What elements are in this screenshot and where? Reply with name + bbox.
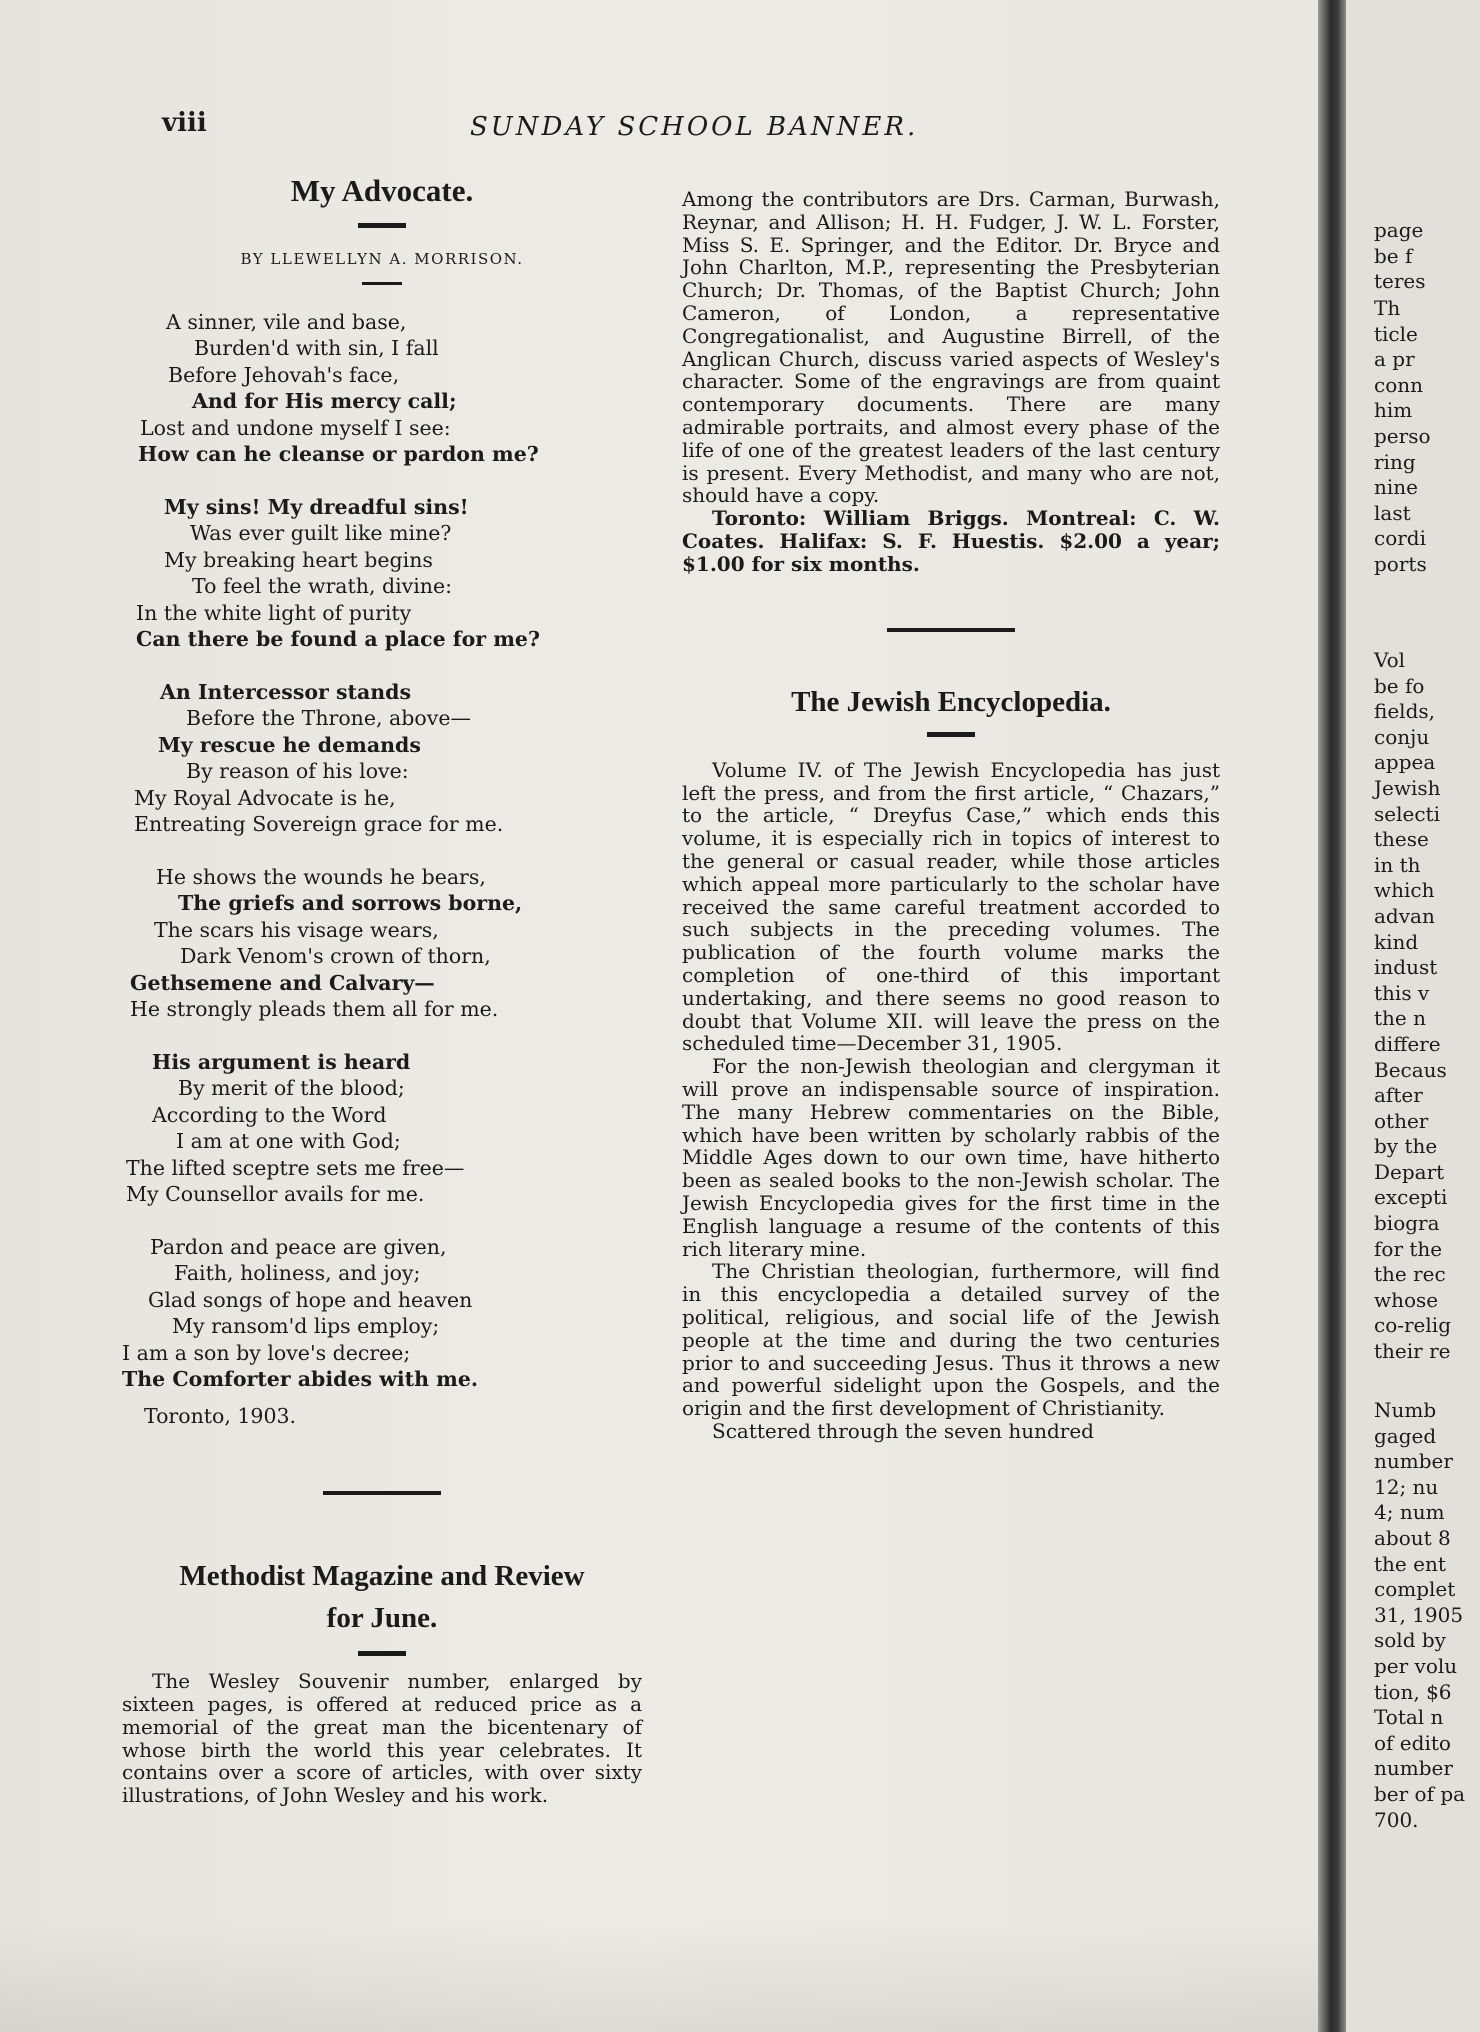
poem-line: Can there be found a place for me?: [136, 627, 540, 652]
poem-line: My ransom'd lips employ;: [172, 1314, 440, 1339]
poem-line: According to the Word: [152, 1102, 387, 1127]
page-number: viii: [162, 108, 207, 138]
facing-page-line: for the: [1374, 1236, 1443, 1261]
poem-line: Faith, holiness, and joy;: [174, 1261, 421, 1286]
facing-page-line: him: [1374, 398, 1413, 423]
facing-page-line: be f: [1374, 243, 1413, 268]
poem-line: My Counsellor avails for me.: [126, 1182, 425, 1207]
facing-page-line: 12; nu: [1374, 1474, 1439, 1499]
methodist-title: [122, 1555, 642, 1639]
facing-page-line: ber of pa: [1374, 1781, 1466, 1806]
poem-line: An Intercessor stands: [160, 679, 412, 704]
poem-line: I am at one with God;: [176, 1129, 401, 1154]
poem-line: My sins! My dreadful sins!: [164, 494, 469, 519]
facing-page-line: about 8: [1374, 1525, 1451, 1550]
section-divider: [323, 1491, 441, 1495]
facing-page-fragment: [1346, 648, 1451, 1365]
poem-line: Lost and undone myself I see:: [140, 415, 451, 440]
jewish-paragraph: Volume IV. of The Jewish Encyclopedia has just left the press, and from the first article, “ Chazars,” to the article, “ Dreyfus Case,” which ends this volume, it is especially rich in topics of interest to the general or casual reader, while those articles which appeal more particularly to the scholar have received the same careful treatment accorded to such subjects in the preceding volumes. The publication of the fourth volume marks the completion of one-third of this important undertaking, and there seems no good reason to doubt that Volume XII. will leave the press on the scheduled time—December 31, 1905.: [682, 757, 1220, 1056]
facing-page-line: complet: [1374, 1577, 1456, 1602]
jewish-paragraph: The Christian theologian, furthermore, will find in this encyclopedia a detailed survey of the political, religious, and social life of the Jewish people at the time and during the two centuries prior to and succeeding Jesus. Thus it throws a new and powerful sidelight upon the Gospels, and the origin and the first development of Christianity.: [682, 1259, 1220, 1421]
poem-line: By merit of the blood;: [178, 1076, 405, 1101]
facing-page-line: biogra: [1374, 1211, 1440, 1236]
facing-page-line: nine: [1374, 475, 1418, 500]
facing-page-line: page: [1374, 218, 1424, 242]
right-column: [682, 188, 1220, 1443]
facing-page-line: last: [1374, 500, 1411, 525]
facing-page-line: selecti: [1374, 801, 1440, 826]
facing-page-line: the ent: [1374, 1551, 1446, 1576]
methodist-title-line: Methodist Magazine and Review: [179, 1560, 585, 1593]
jewish-title: The Jewish Encyclopedia.: [791, 685, 1111, 718]
page-bottom-shadow: [0, 1920, 1318, 2032]
facing-page-line: 31, 1905: [1374, 1602, 1464, 1627]
facing-page-line: co-relig: [1374, 1313, 1451, 1338]
facing-page-line: advan: [1374, 903, 1435, 928]
facing-page-line: a pr: [1374, 347, 1415, 372]
facing-page-line: Jewish: [1374, 775, 1441, 800]
jewish-paragraph: Scattered through the seven hundred: [712, 1418, 1094, 1443]
facing-page-line: Becaus: [1374, 1057, 1447, 1082]
poem-line: The lifted sceptre sets me free—: [126, 1155, 465, 1180]
title-rule: [358, 223, 406, 228]
facing-page-edge: [1346, 0, 1480, 2032]
facing-page-line: other: [1374, 1108, 1429, 1133]
facing-page-line: ring: [1374, 449, 1416, 474]
poem-line: How can he cleanse or pardon me?: [138, 442, 539, 467]
poem-stanza: [122, 494, 642, 653]
methodist-publishers: Toronto: William Briggs. Montreal: C. W. Coates. Halifax: S. F. Huestis. $2.00 a year; $1.00 for six months.: [682, 506, 1220, 576]
facing-page-fragment: [1346, 1398, 1465, 1833]
facing-page-line: indust: [1374, 955, 1438, 980]
facing-page-line: Total n: [1374, 1705, 1444, 1730]
poem-stanza: [122, 1049, 642, 1208]
facing-page-line: differe: [1374, 1031, 1441, 1056]
facing-page-line: teres: [1374, 269, 1426, 294]
facing-page-line: Depart: [1374, 1159, 1445, 1184]
facing-page-line: these: [1374, 827, 1429, 852]
book-gutter: [1318, 0, 1346, 2032]
facing-page-line: fields,: [1374, 699, 1435, 724]
facing-page-line: appea: [1374, 750, 1436, 775]
poem-line: Entreating Sovereign grace for me.: [134, 812, 504, 837]
facing-page-line: in th: [1374, 852, 1421, 877]
methodist-title-line: for June.: [326, 1602, 438, 1635]
poem-line: Pardon and peace are given,: [150, 1234, 447, 1259]
methodist-paragraph: The Wesley Souvenir number, enlarged by sixteen pages, is offered at reduced price as a memorial of the great man the bicentenary of whose birth the world this year celebrates. It contains over a score of articles, with over sixty illustrations, of John Wesley and his work.: [122, 1669, 642, 1808]
facing-page-line: this v: [1374, 980, 1430, 1005]
poem-line: Gethsemene and Calvary—: [130, 970, 435, 995]
left-column: [122, 172, 642, 1807]
poem-line: Before the Throne, above—: [186, 706, 471, 731]
poem-line: A sinner, vile and base,: [166, 309, 407, 334]
poem-signoff: Toronto, 1903.: [144, 1403, 297, 1428]
facing-page-line: of edito: [1374, 1730, 1451, 1755]
poem-line: And for His mercy call;: [192, 389, 457, 414]
facing-page-line: ports: [1374, 551, 1427, 576]
poem-line: My Royal Advocate is he,: [134, 785, 396, 810]
poem-title: My Advocate.: [290, 173, 474, 208]
poem-line: By reason of his love:: [186, 759, 409, 784]
facing-page-line: by the: [1374, 1134, 1438, 1159]
poem-line: My breaking heart begins: [164, 547, 433, 572]
facing-page-fragment: [1346, 218, 1426, 295]
facing-page-line: the n: [1374, 1006, 1426, 1031]
facing-page-line: gaged: [1374, 1423, 1437, 1448]
facing-page-line: cordi: [1374, 526, 1427, 551]
facing-page-line: be fo: [1374, 673, 1425, 698]
poem-line: The scars his visage wears,: [154, 917, 439, 942]
facing-page-line: their re: [1374, 1339, 1451, 1364]
poem-line: Glad songs of hope and heaven: [148, 1287, 473, 1312]
facing-page-line: which: [1374, 878, 1435, 903]
facing-page-line: the rec: [1374, 1262, 1446, 1287]
poem-line: In the white light of purity: [136, 600, 412, 625]
byline-rule: [362, 282, 402, 285]
facing-page-line: conju: [1374, 724, 1430, 749]
facing-page-line: number: [1374, 1449, 1453, 1474]
poem-line: He strongly pleads them all for me.: [130, 997, 499, 1022]
facing-page-line: sold by: [1374, 1628, 1446, 1653]
facing-page-line: whose: [1374, 1287, 1439, 1312]
poem-line: The griefs and sorrows borne,: [178, 891, 523, 916]
facing-page-line: after: [1374, 1083, 1423, 1108]
facing-page-line: ticle: [1374, 321, 1418, 346]
methodist-paragraph: Among the contributors are Drs. Carman, Burwash, Reynar, and Allison; H. H. Fudger, J. W. L. Forster, Miss S. E. Springer, and the Editor. Dr. Bryce and John Charlton, M.P., representing the Presbyterian Church; Dr. Thomas, of the Baptist Church; John Cameron, of London, a representative Congregationalist, and Augustine Birrell, of the Anglican Church, discuss varied aspects of Wesley's character. Some of the engravings are from quaint contemporary documents. There are many admirable portraits, and almost every phase of the life of one of the greatest leaders of the last century is present. Every Methodist, and many who are not, should have a copy.: [682, 187, 1220, 508]
facing-page-line: excepti: [1374, 1185, 1448, 1210]
facing-page-line: Vol: [1374, 648, 1406, 672]
poem-byline: BY LLEWELLYN A. MORRISON.: [240, 249, 524, 268]
facing-page-line: Numb: [1374, 1398, 1437, 1422]
running-title: SUNDAY SCHOOL BANNER.: [470, 112, 919, 142]
facing-page-line: 700.: [1374, 1807, 1419, 1832]
title-rule: [358, 1651, 406, 1656]
poem-line: I am a son by love's decree;: [122, 1340, 411, 1365]
poem-stanza: [122, 309, 642, 468]
facing-page-line: perso: [1374, 423, 1431, 448]
facing-page-line: number: [1374, 1756, 1453, 1781]
poem-line: Burden'd with sin, I fall: [194, 336, 439, 361]
facing-page-line: per volu: [1374, 1653, 1458, 1678]
facing-page-line: conn: [1374, 372, 1424, 397]
poem-line: Dark Venom's crown of thorn,: [180, 944, 491, 969]
poem-line: Was ever guilt like mine?: [190, 521, 452, 546]
poem-body: [122, 309, 642, 1430]
poem-line: His argument is heard: [152, 1049, 411, 1074]
title-rule: [927, 732, 975, 737]
section-divider: [887, 628, 1015, 632]
poem-stanza: [122, 864, 642, 1023]
poem-line: My rescue he demands: [158, 732, 421, 757]
poem-line: To feel the wrath, divine:: [192, 574, 453, 599]
facing-page-line: kind: [1374, 929, 1419, 954]
jewish-paragraph: For the non-Jewish theologian and clergyman it will prove an indispensable source of inspiration. The many Hebrew commentaries on the Bible, which have been written by scholarly rabbis of the Middle Ages down to our own time, have hitherto been as sealed books to the non-Jewish scholar. The Jewish Encyclopedia gives for the first time in the English language a resume of the contents of this rich literary mine.: [682, 1054, 1220, 1261]
facing-page-line: tion, $6: [1374, 1679, 1452, 1704]
facing-page-fragment: [1346, 296, 1431, 578]
facing-page-line: Th: [1374, 296, 1401, 320]
poem-stanza: [122, 1234, 642, 1393]
poem-line: He shows the wounds he bears,: [156, 864, 486, 889]
poem-line: The Comforter abides with me.: [122, 1367, 479, 1392]
poem-line: Before Jehovah's face,: [168, 362, 400, 387]
poem-stanza: [122, 679, 642, 838]
facing-page-line: 4; num: [1374, 1500, 1445, 1525]
